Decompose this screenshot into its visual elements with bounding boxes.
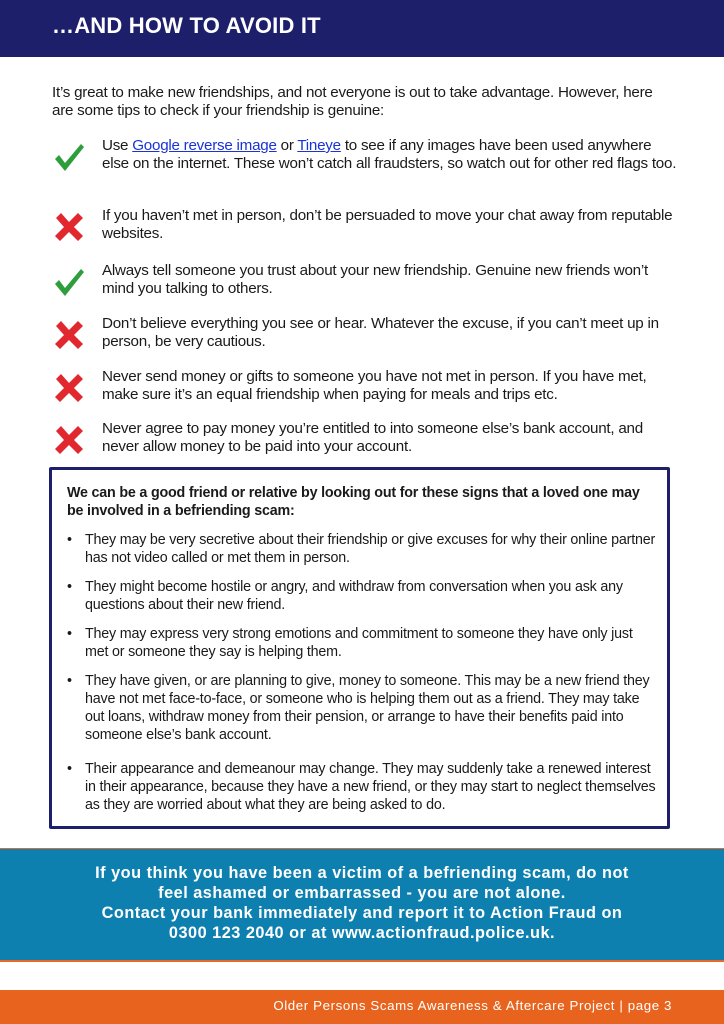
google-reverse-image-link[interactable]: Google reverse image [132,137,277,154]
list-item-text: They may be very secretive about their friendship or give excuses for why their online partner has not video called or met them in person. [85,532,656,566]
cross-icon [52,423,86,457]
bullet: • [67,626,73,642]
warning-signs-box [49,467,670,829]
bullet: • [67,673,73,689]
cross-icon [52,318,86,352]
list-item-text: They might become hostile or angry, and withdraw from conversation when you ask any questions about their new friend. [85,579,623,613]
tip-text: Don’t believe everything you see or hear. Whatever the excuse, if you can’t meet up in person, be very cautious. [102,315,659,350]
list-item-text: Their appearance and demeanour may change. They may suddenly take a renewed interest in their appearance, because they have a new friend, or they may start to neglect themselves as they are worried about what they are being asked to do. [85,761,656,813]
tip-text: Always tell someone you trust about your new friendship. Genuine new friends won’t mind you talking to others. [102,262,648,297]
tip-text: Use Google reverse image or Tineye to see if any images have been used anywhere else on the internet. These won’t catch all fraudsters, so watch out for other red flags too. [102,137,677,172]
tip-text: Never agree to pay money you’re entitled to into someone else’s bank account, and never allow money to be paid into your account. [102,420,643,455]
tip-text: If you haven’t met in person, don’t be persuaded to move your chat away from reputable websites. [102,207,673,242]
list-item-text: They have given, or are planning to give, money to someone. This may be a new friend they have not met face-to-face, or someone who is helping them out as a friend. They may take out loans, withdraw money from their pension, or arrange to have their benefits paid into someone else’s bank account. [85,673,650,743]
cta-line: Contact your bank immediately and report it to Action Fraud on [101,904,623,922]
bullet: • [67,532,73,548]
cta-line: feel ashamed or embarrassed - you are not alone. [158,884,566,902]
footer-text: Older Persons Scams Awareness & Aftercare Project | page 3 [273,998,672,1013]
footer-banner [0,990,724,1024]
check-icon [52,141,86,175]
bullet: • [67,761,73,777]
list-item-text: They may express very strong emotions and commitment to someone they have only just met or someone they say is helping them. [85,626,633,660]
tip-text: Never send money or gifts to someone you have not met in person. If you have met, make sure it’s an equal friendship when paying for meals and trips etc. [102,368,647,403]
cta-text [0,863,724,943]
cross-icon [52,210,86,244]
page-title: …AND HOW TO AVOID IT [52,13,321,38]
intro-text: It’s great to make new friendships, and not everyone is out to take advantage. However, here are some tips to check if your friendship is genuine: [52,84,653,119]
cta-line: If you think you have been a victim of a befriending scam, do not [95,864,629,882]
tineye-link[interactable]: Tineye [297,137,341,154]
cta-line: 0300 123 2040 or at www.actionfraud.police.uk. [168,924,556,942]
header-banner [0,0,724,57]
cross-icon [52,371,86,405]
cta-banner [0,848,724,962]
bullet: • [67,579,73,595]
check-icon [52,266,86,300]
signs-heading: We can be a good friend or relative by looking out for these signs that a loved one may be involved in a befriending scam: [67,485,640,519]
